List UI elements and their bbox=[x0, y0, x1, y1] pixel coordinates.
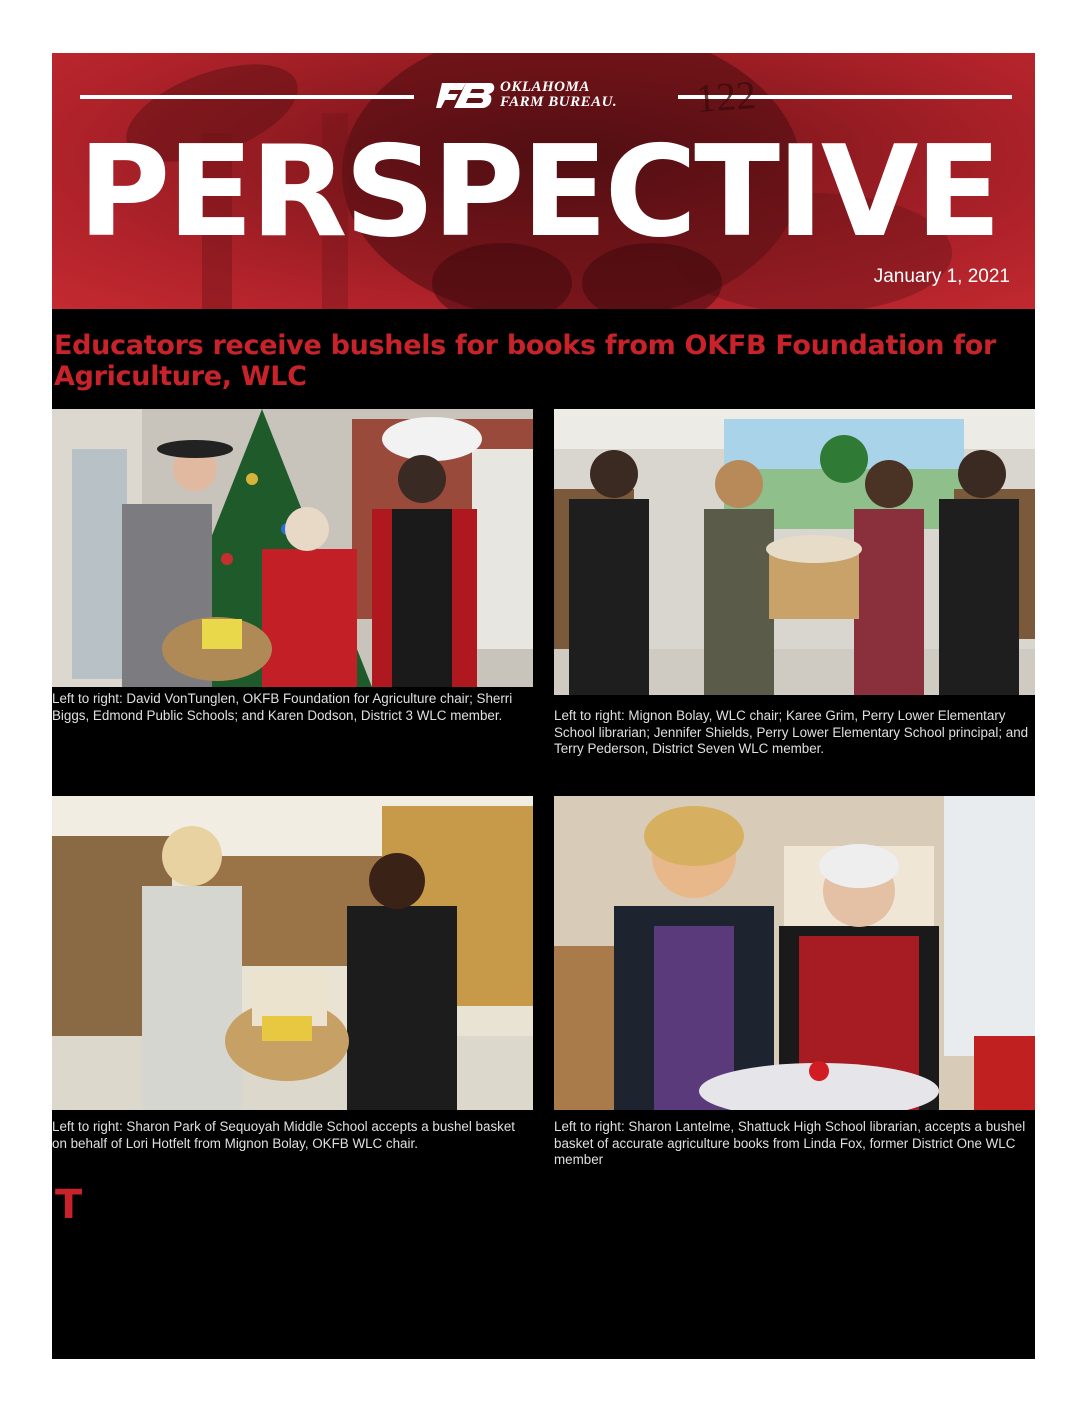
article-drop-cap: T bbox=[55, 1182, 83, 1228]
photo-caption-1: Left to right: David VonTunglen, OKFB Foundation for Agriculture chair; Sherri Biggs, Edmond Public Schools; and Karen Dodson, District 3 WLC member. bbox=[52, 691, 513, 723]
logo-line-1: OKLAHOMA bbox=[500, 79, 590, 95]
issue-date: January 1, 2021 bbox=[873, 266, 1010, 287]
newsletter-title: PERSPECTIVE bbox=[78, 118, 999, 265]
ear-tag-number: 122 bbox=[694, 71, 758, 122]
photo-high-school-librarian bbox=[554, 796, 1035, 1110]
photo-caption-3: Left to right: Sharon Park of Sequoyah Middle School accepts a bushel basket on behalf of Lori Hotfelt from Mignon Bolay, OKFB WLC chair. bbox=[52, 1119, 516, 1151]
okfb-logo bbox=[436, 77, 656, 113]
photo-christmas-tree-presentation bbox=[52, 409, 533, 687]
masthead-banner bbox=[52, 53, 1035, 309]
masthead-rule-left bbox=[80, 95, 414, 99]
newsletter-page bbox=[52, 53, 1035, 1359]
okfb-logo-wordmark bbox=[500, 80, 617, 110]
photo-caption-4: Left to right: Sharon Lantelme, Shattuck High School librarian, accepts a bushel basket of accurate agriculture books from Linda Fox, former District One WLC member bbox=[554, 1119, 1026, 1167]
logo-line-2: FARM BUREAU. bbox=[500, 94, 618, 110]
okfb-logo-icon bbox=[436, 81, 496, 109]
photo-library-group bbox=[554, 409, 1035, 695]
article-headline: Educators receive bushels for books from OKFB Foundation for Agriculture, WLC bbox=[54, 330, 996, 392]
photo-caption-2: Left to right: Mignon Bolay, WLC chair; Karee Grim, Perry Lower Elementary School librarian; Jennifer Shields, Perry Lower Elementary School principal; and Terry Pederson, District Seven WLC member. bbox=[554, 708, 1029, 756]
photo-middle-school-library bbox=[52, 796, 533, 1110]
